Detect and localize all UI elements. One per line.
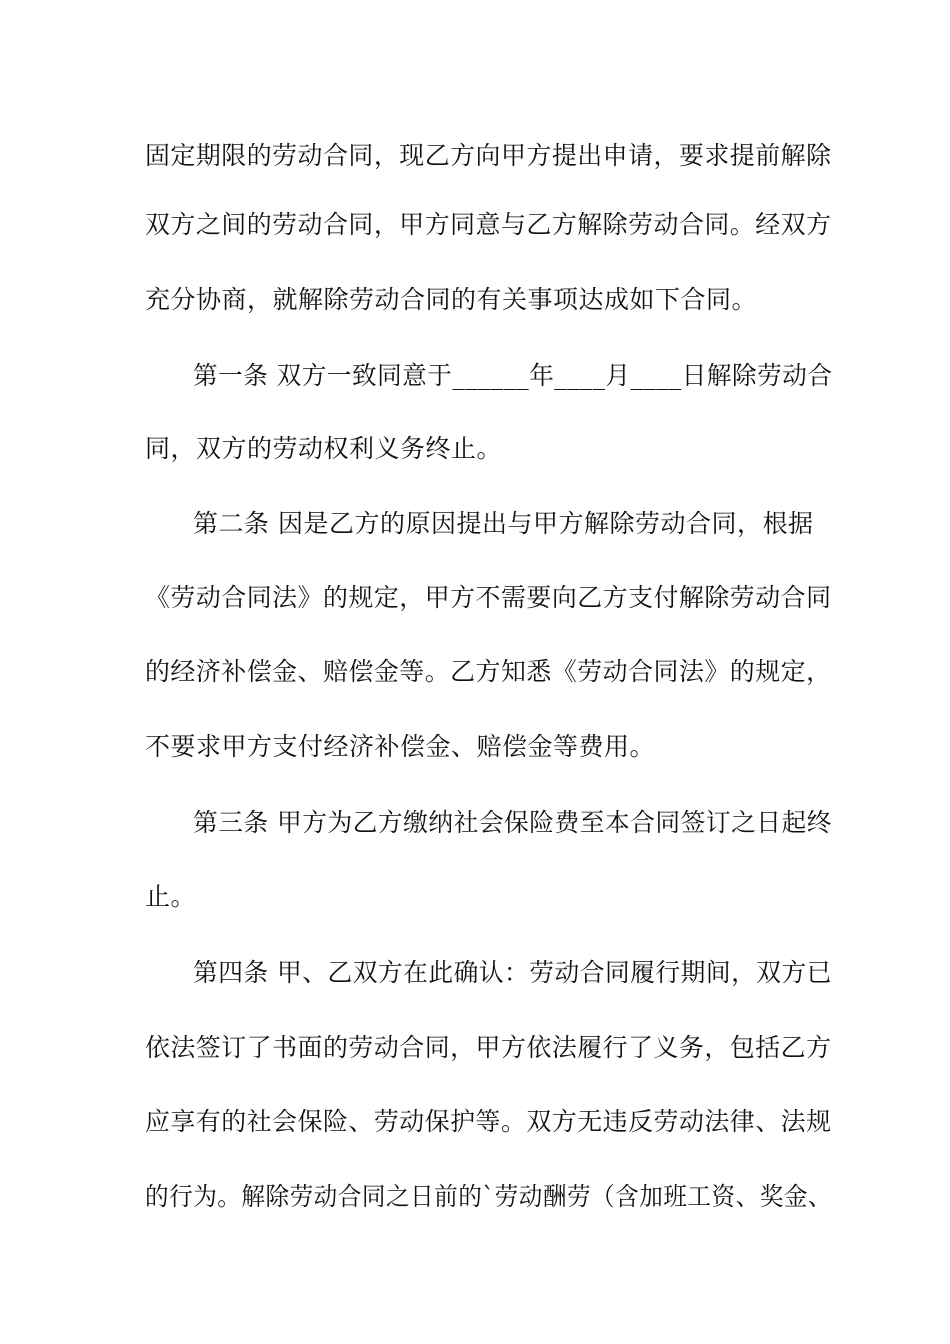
article-2-heading-line: 第二条 因是乙方的原因提出与甲方解除劳动合同，根据 xyxy=(193,509,814,538)
text-line: 不要求甲方支付经济补偿金、赔偿金等费用。 xyxy=(145,732,656,761)
text-line: 依法签订了书面的劳动合同，甲方依法履行了义务，包括乙方 xyxy=(145,1033,832,1062)
text-line: 止。 xyxy=(145,882,197,911)
text-line: 充分协商，就解除劳动合同的有关事项达成如下合同。 xyxy=(145,285,758,314)
text-line: 双方之间的劳动合同，甲方同意与乙方解除劳动合同。经双方 xyxy=(145,210,832,239)
text-line: 同，双方的劳动权利义务终止。 xyxy=(145,434,503,463)
article-3-heading-line: 第三条 甲方为乙方缴纳社会保险费至本合同签订之日起终 xyxy=(193,808,832,837)
text-line: 《劳动合同法》的规定，甲方不需要向乙方支付解除劳动合同 xyxy=(145,583,832,612)
article-1-heading-line: 第一条 双方一致同意于______年____月____日解除劳动合 xyxy=(193,361,833,390)
article-4-heading-line: 第四条 甲、乙双方在此确认：劳动合同履行期间，双方已 xyxy=(193,958,832,987)
text-line: 应享有的社会保险、劳动保护等。双方无违反劳动法律、法规 xyxy=(145,1107,832,1136)
text-line: 的行为。解除劳动合同之日前的`劳动酬劳（含加班工资、奖金、 xyxy=(145,1182,833,1211)
text-line: 固定期限的劳动合同，现乙方向甲方提出申请，要求提前解除 xyxy=(145,141,832,170)
text-line: 的经济补偿金、赔偿金等。乙方知悉《劳动合同法》的规定， xyxy=(145,657,832,686)
